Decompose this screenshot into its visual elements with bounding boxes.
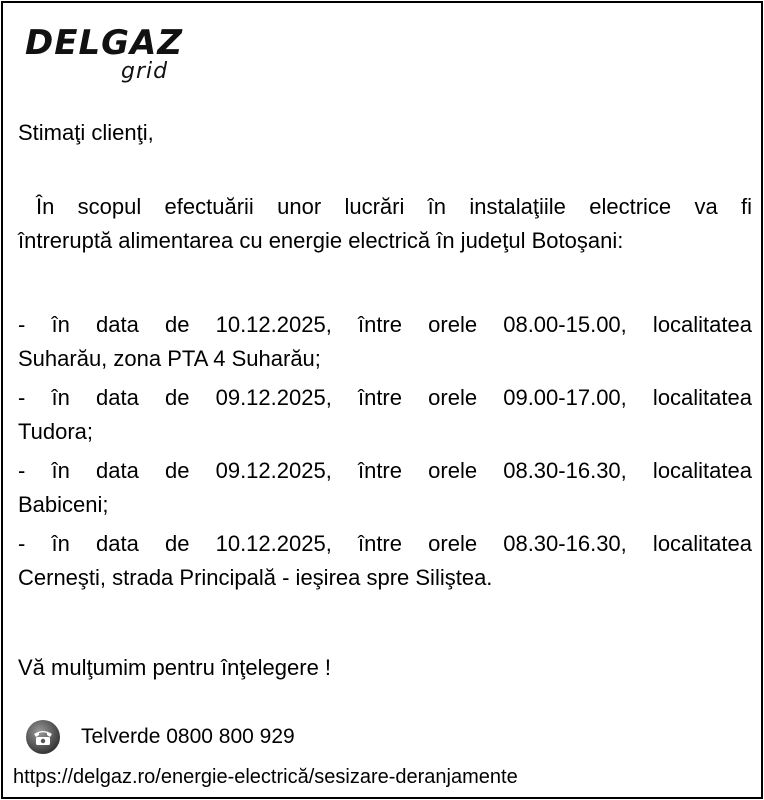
website-link[interactable]: https://delgaz.ro/energie-electrică/sesizare-deranjamente <box>13 766 518 788</box>
item-3-line-1: - în data de 09.12.2025, între orele 08.30-16.30, localitatea <box>18 458 752 483</box>
telephone-icon <box>25 719 61 755</box>
contact-row <box>25 717 425 757</box>
item-2-line-1: - în data de 09.12.2025, între orele 09.00-17.00, localitatea <box>18 385 752 410</box>
item-1-line-2: Suharău, zona PTA 4 Suharău; <box>18 346 321 371</box>
item-4-line-1: - în data de 10.12.2025, între orele 08.30-16.30, localitatea <box>18 531 752 556</box>
item-2-line-2: Tudora; <box>18 419 94 444</box>
logo-brand: DELGAZ <box>25 23 183 63</box>
phone-label: Telverde 0800 800 929 <box>81 725 295 748</box>
intro-line-1: În scopul efectuării unor lucrări în instalaţiile electrice va fi <box>36 194 752 219</box>
logo-sub: grid <box>121 59 169 84</box>
item-1-line-1: - în data de 10.12.2025, între orele 08.00-15.00, localitatea <box>18 312 752 337</box>
item-4-line-2: Cerneşti, strada Principală - ieşirea spre Siliştea. <box>18 565 493 590</box>
delgaz-grid-logo <box>25 25 195 87</box>
item-3-line-2: Babiceni; <box>18 492 109 517</box>
greeting: Stimaţi clienţi, <box>18 120 154 145</box>
thanks-line: Vă mulţumim pentru înţelegere ! <box>18 655 332 680</box>
notice-frame <box>1 1 763 799</box>
intro-line-2: întreruptă alimentarea cu energie electrică în judeţul Botoşani: <box>18 228 624 253</box>
